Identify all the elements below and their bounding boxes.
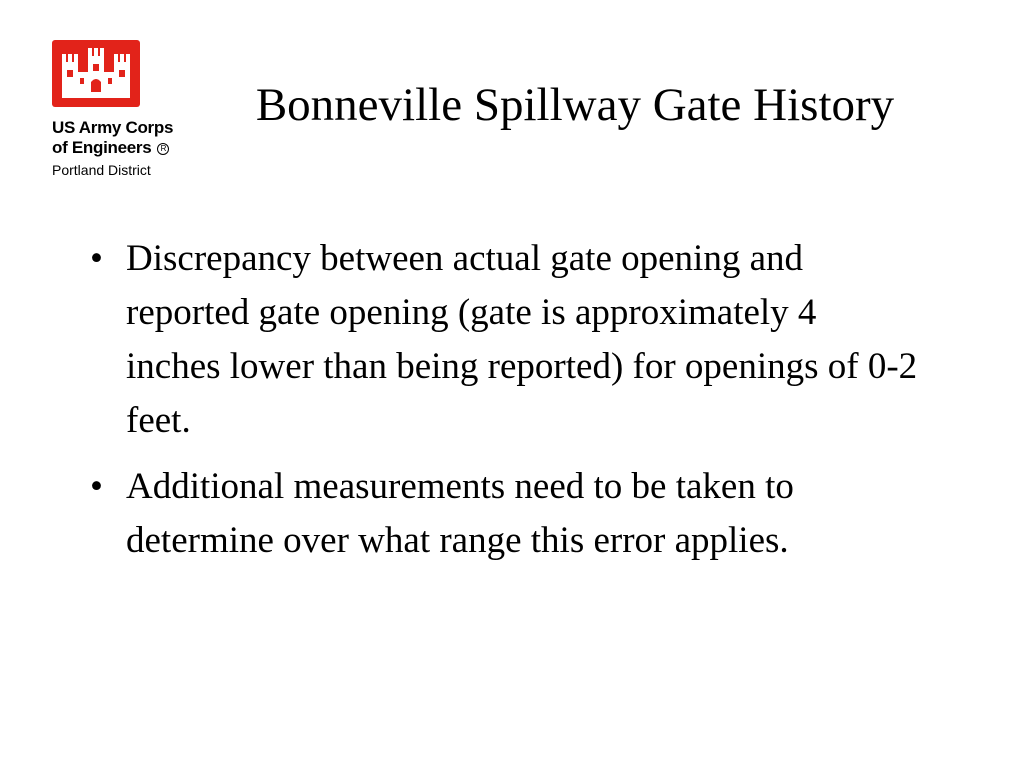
registered-mark: R (157, 143, 169, 155)
bullet-item (90, 232, 920, 448)
logo-line-org: US Army Corps (52, 118, 174, 137)
logo-line-engineers (52, 138, 173, 158)
logo-text (52, 118, 173, 180)
castle-icon (52, 40, 140, 107)
bullet-text: Discrepancy between actual gate opening and reported gate opening (gate is approximately 4 inches lower than being reported) for openings of 0-2 feet. (126, 238, 918, 441)
logo-line-district: Portland District (52, 162, 151, 178)
usace-logo (52, 40, 212, 185)
logo-line-engineers-text: of Engineers (52, 138, 152, 157)
slide-title: Bonneville Spillway Gate History (255, 79, 895, 131)
bullet-text: Additional measurements need to be taken to determine over what range this error applies. (126, 466, 794, 561)
bullet-marker: • (90, 238, 103, 279)
bullet-item (90, 460, 920, 568)
bullet-list (90, 232, 920, 580)
bullet-marker: • (90, 466, 103, 507)
